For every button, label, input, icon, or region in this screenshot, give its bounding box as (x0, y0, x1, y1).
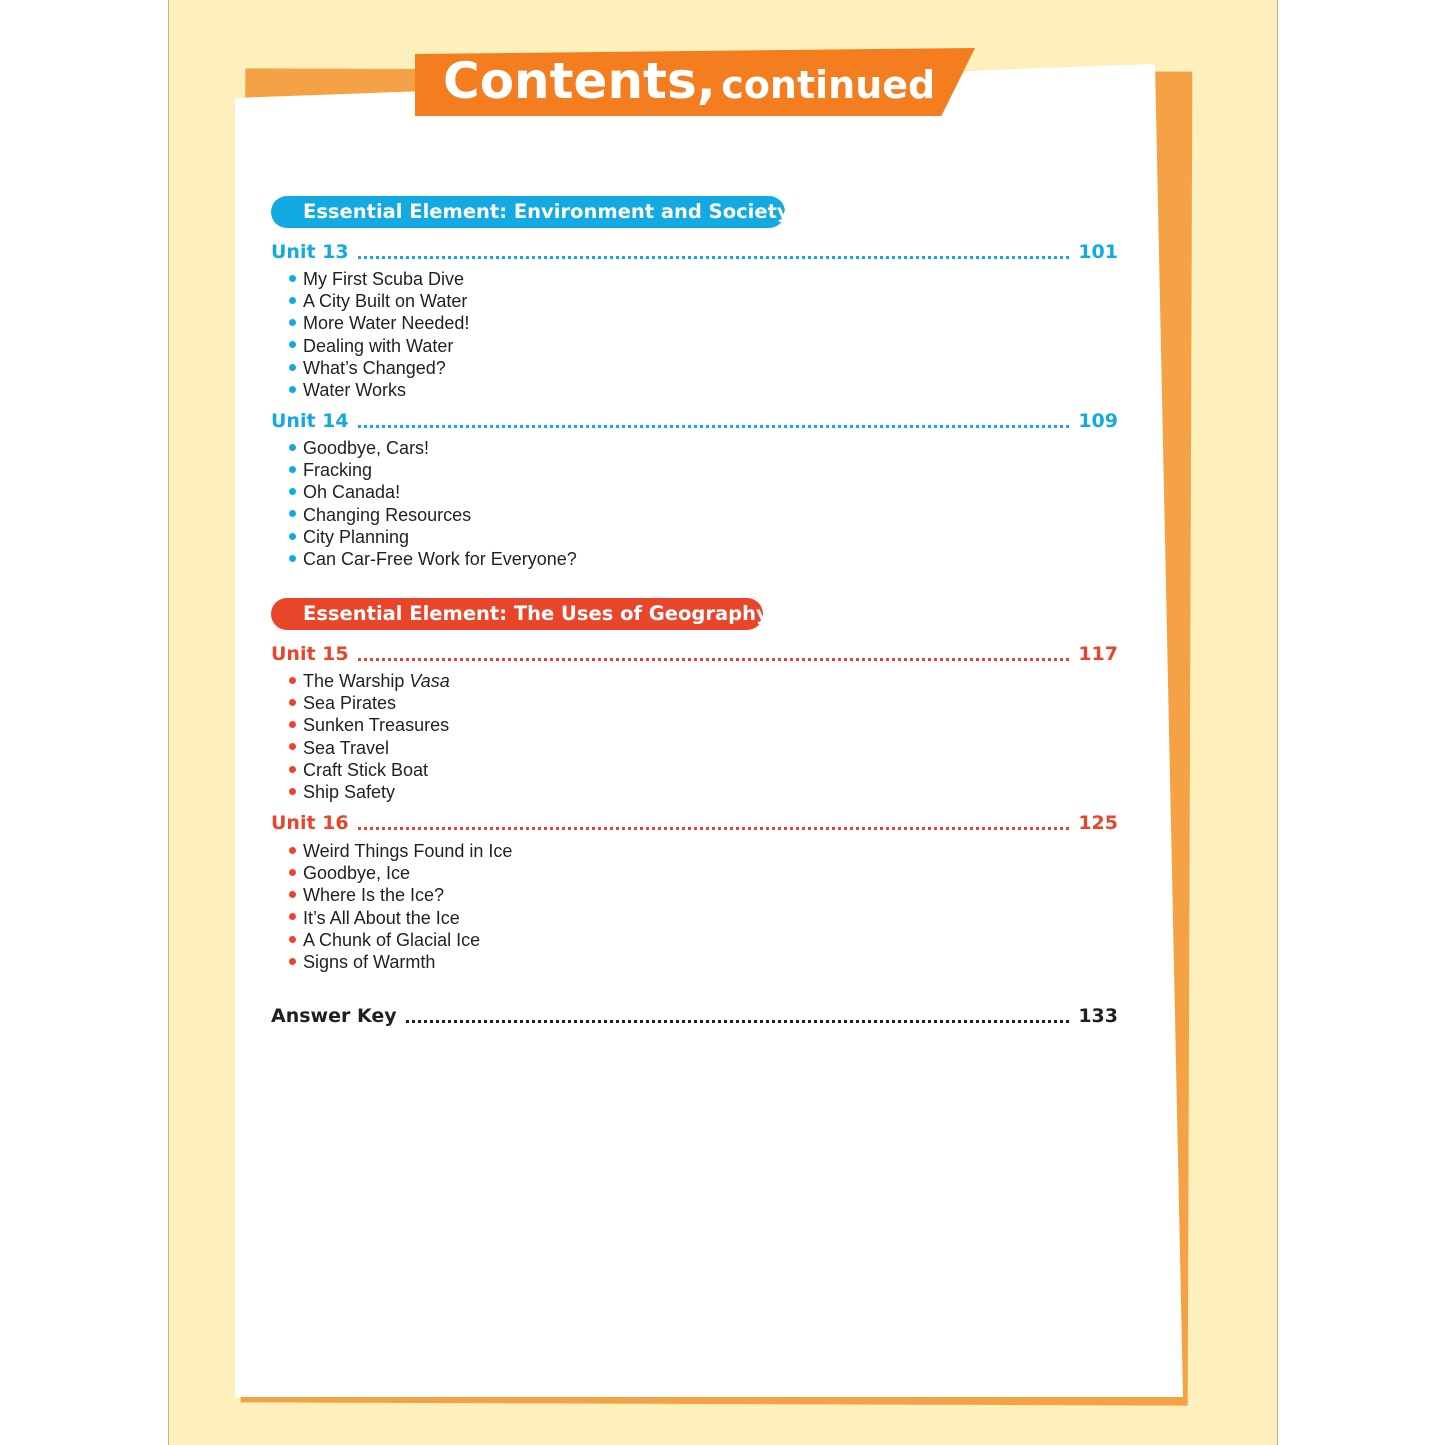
bullet-icon (289, 466, 296, 473)
unit-label: Unit 16 (271, 812, 349, 834)
list-item: Can Car-Free Work for Everyone? (289, 548, 577, 570)
bullet-icon (289, 386, 296, 393)
list-item: Craft Stick Boat (289, 759, 450, 781)
bullet-icon (289, 743, 296, 750)
unit-13-topics (289, 268, 469, 401)
unit-14-topics (289, 437, 577, 570)
unit-16-topics (289, 840, 512, 973)
dot-leader (358, 827, 1070, 830)
title-sub: continued (721, 63, 936, 107)
bullet-icon (289, 721, 296, 728)
list-item: Signs of Warmth (289, 951, 512, 973)
unit-label: Unit 15 (271, 643, 349, 665)
unit-14-entry[interactable] (271, 409, 1118, 433)
page-title (443, 52, 935, 112)
bullet-icon (289, 555, 296, 562)
unit-label: Unit 13 (271, 241, 349, 263)
list-item: Sea Travel (289, 737, 450, 759)
list-item: Goodbye, Cars! (289, 437, 577, 459)
bullet-icon (289, 699, 296, 706)
bullet-icon (289, 275, 296, 282)
unit-label: Unit 14 (271, 410, 349, 432)
bullet-icon (289, 766, 296, 773)
page-number: 133 (1078, 1005, 1118, 1027)
title-main: Contents, (443, 52, 716, 110)
list-item: Goodbye, Ice (289, 862, 512, 884)
bullet-icon (289, 297, 296, 304)
bullet-icon (289, 847, 296, 854)
dot-leader (406, 1020, 1070, 1023)
unit-13-entry[interactable] (271, 240, 1118, 264)
list-item: A Chunk of Glacial Ice (289, 929, 512, 951)
bullet-icon (289, 958, 296, 965)
list-item: My First Scuba Dive (289, 268, 469, 290)
unit-15-entry[interactable] (271, 642, 1118, 666)
section-heading-geography: Essential Element: The Uses of Geography (271, 598, 763, 630)
bullet-icon (289, 364, 296, 371)
bullet-icon (289, 444, 296, 451)
dot-leader (358, 425, 1070, 428)
bullet-icon (289, 913, 296, 920)
list-item: Weird Things Found in Ice (289, 840, 512, 862)
list-item: Water Works (289, 379, 469, 401)
list-item: Dealing with Water (289, 335, 469, 357)
answer-key-entry[interactable] (271, 1004, 1118, 1028)
page-number: 109 (1078, 410, 1118, 432)
page-number: 117 (1078, 643, 1118, 665)
list-item: Changing Resources (289, 504, 577, 526)
list-item: Sunken Treasures (289, 714, 450, 736)
page-number: 125 (1078, 812, 1118, 834)
bullet-icon (289, 319, 296, 326)
dot-leader (358, 256, 1070, 259)
list-item: More Water Needed! (289, 312, 469, 334)
answer-key-label: Answer Key (271, 1005, 397, 1027)
dot-leader (358, 658, 1070, 661)
bullet-icon (289, 510, 296, 517)
unit-16-entry[interactable] (271, 811, 1118, 835)
unit-15-topics (289, 670, 450, 803)
bullet-icon (289, 869, 296, 876)
list-item: Where Is the Ice? (289, 884, 512, 906)
bullet-icon (289, 788, 296, 795)
list-item: A City Built on Water (289, 290, 469, 312)
ship-name: Vasa (409, 671, 450, 691)
bullet-icon (289, 891, 296, 898)
list-item: Ship Safety (289, 781, 450, 803)
list-item: It’s All About the Ice (289, 907, 512, 929)
section-heading-environment: Essential Element: Environment and Society (271, 196, 785, 228)
list-item: What’s Changed? (289, 357, 469, 379)
list-item: Fracking (289, 459, 577, 481)
bullet-icon (289, 936, 296, 943)
list-item: Oh Canada! (289, 481, 577, 503)
list-item: The Warship Vasa (289, 670, 450, 692)
bullet-icon (289, 488, 296, 495)
list-item: City Planning (289, 526, 577, 548)
bullet-icon (289, 341, 296, 348)
bullet-icon (289, 533, 296, 540)
bullet-icon (289, 677, 296, 684)
list-item: Sea Pirates (289, 692, 450, 714)
page-number: 101 (1078, 241, 1118, 263)
